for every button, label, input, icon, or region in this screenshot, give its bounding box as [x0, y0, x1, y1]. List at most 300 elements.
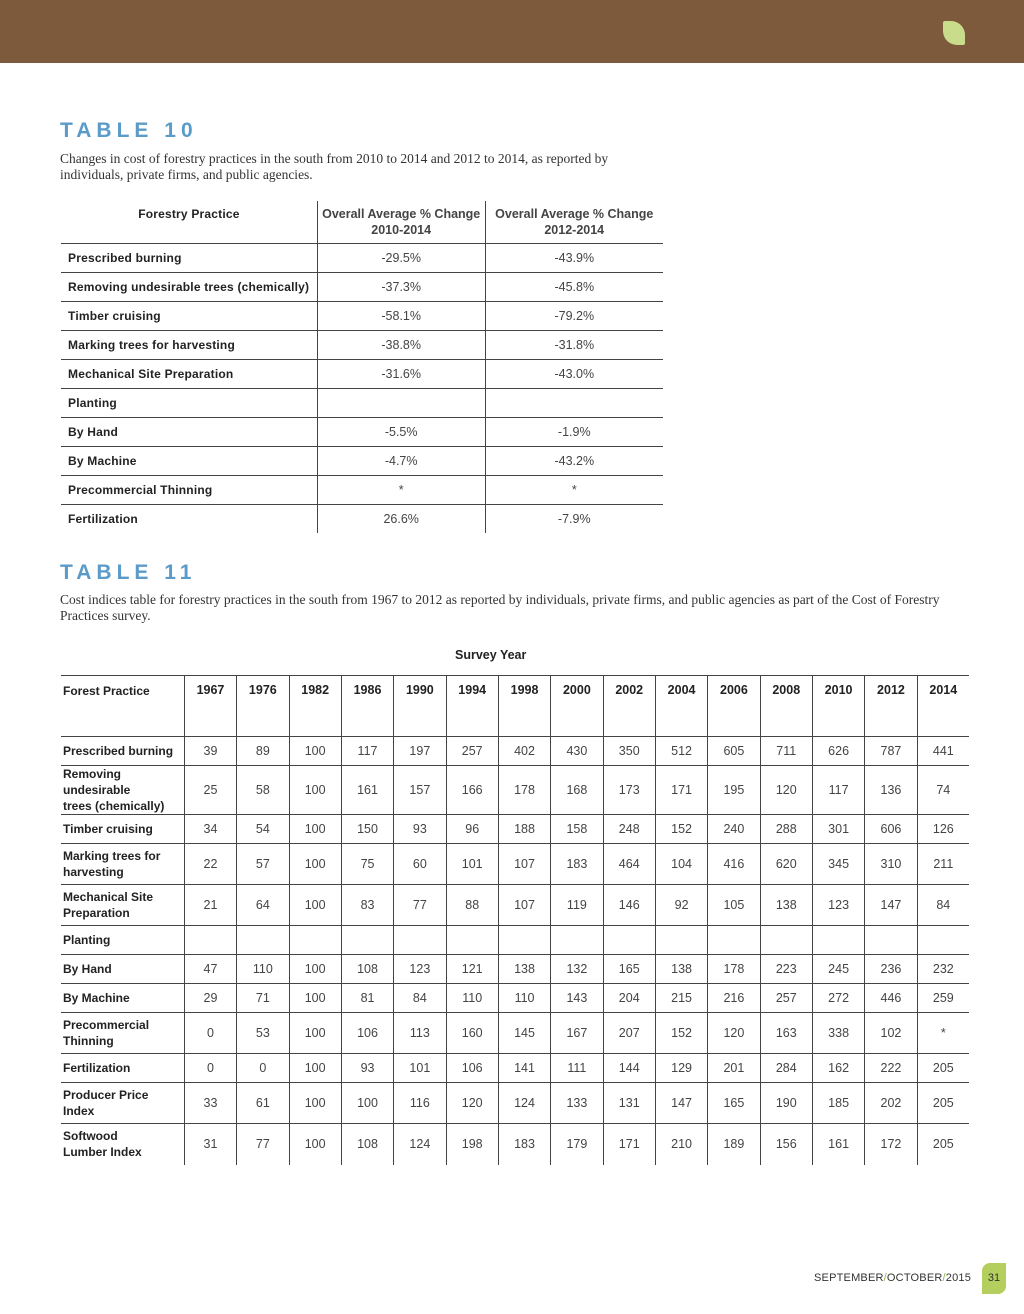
index-value: 284 — [760, 1054, 812, 1083]
header-year: 2014 — [917, 676, 969, 737]
practice-label-line: Timber cruising — [63, 822, 153, 836]
index-value: 198 — [446, 1124, 498, 1165]
practice-label-line: Producer Price — [63, 1088, 149, 1102]
header-label: Overall Average % Change — [495, 207, 654, 221]
index-value: 160 — [446, 1013, 498, 1054]
index-value — [184, 926, 236, 955]
header-forest-practice: Forest Practice — [61, 676, 184, 737]
table10-row — [61, 360, 663, 389]
index-value — [708, 926, 760, 955]
index-value: 166 — [446, 766, 498, 815]
table10-title: TABLE 10 — [60, 119, 198, 142]
index-value: 89 — [237, 737, 289, 766]
row-practice-label: Mechanical Site Preparation — [61, 360, 317, 389]
row-practice-label: Prescribed burning — [61, 244, 317, 273]
index-value: 129 — [655, 1054, 707, 1083]
row-change-2010-2014: -31.6% — [317, 360, 485, 389]
index-value: 205 — [917, 1054, 969, 1083]
table11-header-row — [61, 676, 969, 737]
index-value: 60 — [394, 844, 446, 885]
index-value: 120 — [760, 766, 812, 815]
index-value: 240 — [708, 815, 760, 844]
index-value: 416 — [708, 844, 760, 885]
index-value: 179 — [551, 1124, 603, 1165]
index-value — [341, 926, 393, 955]
table10 — [61, 201, 663, 533]
index-value: 39 — [184, 737, 236, 766]
index-value: 152 — [655, 815, 707, 844]
index-value: 84 — [917, 885, 969, 926]
row-practice-label — [61, 844, 184, 885]
index-value: 100 — [289, 844, 341, 885]
index-value: 117 — [812, 766, 864, 815]
index-value: 96 — [446, 815, 498, 844]
index-value: 161 — [812, 1124, 864, 1165]
index-value: 22 — [184, 844, 236, 885]
table11-row — [61, 844, 969, 885]
header-forestry-practice: Forestry Practice — [61, 201, 317, 244]
index-value: 195 — [708, 766, 760, 815]
index-value: 606 — [865, 815, 917, 844]
index-value: 205 — [917, 1124, 969, 1165]
index-value: 132 — [551, 955, 603, 984]
index-value — [812, 926, 864, 955]
row-change-2010-2014: * — [317, 476, 485, 505]
index-value: 61 — [237, 1083, 289, 1124]
index-value: 138 — [655, 955, 707, 984]
table11-row — [61, 926, 969, 955]
header-period: 2010-2014 — [371, 223, 432, 237]
table11-row — [61, 766, 969, 815]
table10-row — [61, 244, 663, 273]
practice-label-line: Thinning — [63, 1034, 114, 1048]
index-value: 211 — [917, 844, 969, 885]
index-value: 83 — [341, 885, 393, 926]
index-value: 81 — [341, 984, 393, 1013]
row-change-2010-2014: -37.3% — [317, 273, 485, 302]
index-value: 464 — [603, 844, 655, 885]
table11-row — [61, 1124, 969, 1165]
index-value: 223 — [760, 955, 812, 984]
row-practice-label — [61, 815, 184, 844]
index-value: 288 — [760, 815, 812, 844]
index-value: 58 — [237, 766, 289, 815]
row-change-2012-2014: -1.9% — [485, 418, 663, 447]
row-practice-label — [61, 955, 184, 984]
index-value: 124 — [394, 1124, 446, 1165]
index-value: 147 — [865, 885, 917, 926]
row-change-2012-2014: -43.0% — [485, 360, 663, 389]
practice-label-line: Softwood — [63, 1129, 118, 1144]
header-year: 1994 — [446, 676, 498, 737]
index-value: 133 — [551, 1083, 603, 1124]
slash-separator: / — [883, 1272, 887, 1284]
index-value: 101 — [446, 844, 498, 885]
index-value: 605 — [708, 737, 760, 766]
row-change-2010-2014: -38.8% — [317, 331, 485, 360]
row-practice-label — [61, 766, 184, 815]
index-value: 157 — [394, 766, 446, 815]
index-value: 136 — [865, 766, 917, 815]
index-value — [551, 926, 603, 955]
index-value: 178 — [708, 955, 760, 984]
index-value — [760, 926, 812, 955]
row-change-2010-2014: -5.5% — [317, 418, 485, 447]
table10-row — [61, 447, 663, 476]
index-value: 105 — [708, 885, 760, 926]
row-practice-label — [61, 885, 184, 926]
issue-month-1: SEPTEMBER — [814, 1272, 884, 1284]
index-value: 201 — [708, 1054, 760, 1083]
row-change-2010-2014: -58.1% — [317, 302, 485, 331]
index-value: 210 — [655, 1124, 707, 1165]
row-change-2012-2014 — [485, 389, 663, 418]
index-value: 53 — [237, 1013, 289, 1054]
index-value: 88 — [446, 885, 498, 926]
index-value — [289, 926, 341, 955]
index-value: 100 — [289, 1054, 341, 1083]
index-value: 120 — [446, 1083, 498, 1124]
index-value: 165 — [603, 955, 655, 984]
index-value: 138 — [760, 885, 812, 926]
index-value: 104 — [655, 844, 707, 885]
index-value: 161 — [341, 766, 393, 815]
index-value: 71 — [237, 984, 289, 1013]
page-number: 31 — [982, 1263, 1006, 1294]
issue-year: 2015 — [945, 1272, 972, 1284]
index-value: 113 — [394, 1013, 446, 1054]
table11 — [61, 675, 969, 1165]
index-value: 626 — [812, 737, 864, 766]
index-value: 197 — [394, 737, 446, 766]
index-value: 0 — [184, 1013, 236, 1054]
index-value: 189 — [708, 1124, 760, 1165]
index-value: 0 — [184, 1054, 236, 1083]
index-value: 64 — [237, 885, 289, 926]
header-year: 2006 — [708, 676, 760, 737]
index-value: 257 — [760, 984, 812, 1013]
index-value: 121 — [446, 955, 498, 984]
row-change-2010-2014: 26.6% — [317, 505, 485, 534]
index-value: 171 — [603, 1124, 655, 1165]
header-year: 2010 — [812, 676, 864, 737]
practice-label-line: Mechanical Site — [63, 890, 154, 904]
header-year: 1990 — [394, 676, 446, 737]
index-value: 33 — [184, 1083, 236, 1124]
index-value: 248 — [603, 815, 655, 844]
index-value: 205 — [917, 1083, 969, 1124]
header-year: 2004 — [655, 676, 707, 737]
index-value: 178 — [498, 766, 550, 815]
row-practice-label — [61, 737, 184, 766]
index-value: 620 — [760, 844, 812, 885]
index-value: 183 — [551, 844, 603, 885]
index-value: 144 — [603, 1054, 655, 1083]
index-value: 222 — [865, 1054, 917, 1083]
table11-row — [61, 984, 969, 1013]
table11-row — [61, 955, 969, 984]
table10-row — [61, 389, 663, 418]
row-practice-label — [61, 926, 184, 955]
row-change-2010-2014 — [317, 389, 485, 418]
header-change-2012-2014 — [485, 201, 663, 244]
index-value: 232 — [917, 955, 969, 984]
practice-label-line: Prescribed burning — [63, 744, 174, 758]
index-value: 100 — [289, 815, 341, 844]
row-practice-label — [61, 1124, 184, 1165]
index-value: 116 — [394, 1083, 446, 1124]
header-year: 2000 — [551, 676, 603, 737]
table11-row — [61, 1013, 969, 1054]
row-practice-label: By Hand — [61, 418, 317, 447]
index-value: 111 — [551, 1054, 603, 1083]
index-value: 31 — [184, 1124, 236, 1165]
table11-title: TABLE 11 — [60, 561, 197, 584]
table11-row — [61, 815, 969, 844]
header-year: 1998 — [498, 676, 550, 737]
table11-row — [61, 1083, 969, 1124]
index-value: 108 — [341, 955, 393, 984]
index-value: 165 — [708, 1083, 760, 1124]
index-value: 158 — [551, 815, 603, 844]
practice-label-line: Lumber Index — [63, 1145, 142, 1160]
index-value: 171 — [655, 766, 707, 815]
index-value: 100 — [289, 984, 341, 1013]
table11-row — [61, 1054, 969, 1083]
header-year: 2002 — [603, 676, 655, 737]
index-value: 441 — [917, 737, 969, 766]
table10-row — [61, 302, 663, 331]
index-value: 106 — [341, 1013, 393, 1054]
index-value — [498, 926, 550, 955]
row-change-2012-2014: -79.2% — [485, 302, 663, 331]
index-value: 236 — [865, 955, 917, 984]
index-value: 54 — [237, 815, 289, 844]
index-value — [917, 926, 969, 955]
index-value: 106 — [446, 1054, 498, 1083]
index-value — [655, 926, 707, 955]
index-value: 173 — [603, 766, 655, 815]
index-value — [603, 926, 655, 955]
index-value: 110 — [446, 984, 498, 1013]
row-practice-label — [61, 1054, 184, 1083]
index-value: 711 — [760, 737, 812, 766]
index-value: 162 — [812, 1054, 864, 1083]
practice-label-line: Fertilization — [63, 1061, 131, 1075]
header-change-2010-2014 — [317, 201, 485, 244]
index-value: 787 — [865, 737, 917, 766]
row-practice-label: Marking trees for harvesting — [61, 331, 317, 360]
row-change-2010-2014: -4.7% — [317, 447, 485, 476]
index-value: 100 — [289, 1124, 341, 1165]
index-value: 74 — [917, 766, 969, 815]
index-value: 93 — [341, 1054, 393, 1083]
header-year: 1967 — [184, 676, 236, 737]
index-value: 124 — [498, 1083, 550, 1124]
index-value: 167 — [551, 1013, 603, 1054]
row-practice-label: Fertilization — [68, 512, 138, 526]
table11-row — [61, 885, 969, 926]
index-value: 102 — [865, 1013, 917, 1054]
table11-row — [61, 737, 969, 766]
index-value: 47 — [184, 955, 236, 984]
row-practice-label: Precommercial Thinning — [61, 476, 317, 505]
index-value — [394, 926, 446, 955]
index-value: 152 — [655, 1013, 707, 1054]
index-value: 100 — [289, 1083, 341, 1124]
index-value: 156 — [760, 1124, 812, 1165]
index-value: 183 — [498, 1124, 550, 1165]
index-value: 146 — [603, 885, 655, 926]
practice-label-line: Planting — [63, 933, 111, 947]
index-value: 147 — [655, 1083, 707, 1124]
header-year: 1986 — [341, 676, 393, 737]
survey-year-label: Survey Year — [455, 648, 527, 662]
header-label: Overall Average % Change — [322, 207, 481, 221]
header-year: 2012 — [865, 676, 917, 737]
index-value: 272 — [812, 984, 864, 1013]
index-value: 92 — [655, 885, 707, 926]
index-value: 190 — [760, 1083, 812, 1124]
header-bar — [0, 0, 1024, 63]
index-value: 163 — [760, 1013, 812, 1054]
index-value: 100 — [289, 737, 341, 766]
index-value: 446 — [865, 984, 917, 1013]
index-value: 430 — [551, 737, 603, 766]
index-value: 101 — [394, 1054, 446, 1083]
index-value: 110 — [498, 984, 550, 1013]
row-change-2010-2014: -29.5% — [317, 244, 485, 273]
index-value: 123 — [812, 885, 864, 926]
index-value: 119 — [551, 885, 603, 926]
row-practice-label — [61, 1083, 184, 1124]
practice-label-line: By Machine — [63, 991, 130, 1005]
index-value: 350 — [603, 737, 655, 766]
index-value: 141 — [498, 1054, 550, 1083]
index-value: 188 — [498, 815, 550, 844]
index-value: 57 — [237, 844, 289, 885]
index-value: 338 — [812, 1013, 864, 1054]
index-value: 301 — [812, 815, 864, 844]
index-value: 215 — [655, 984, 707, 1013]
index-value: 120 — [708, 1013, 760, 1054]
index-value: 100 — [289, 885, 341, 926]
row-change-2012-2014: -31.8% — [485, 331, 663, 360]
index-value: 0 — [237, 1054, 289, 1083]
index-value: 202 — [865, 1083, 917, 1124]
index-value: 100 — [289, 766, 341, 815]
index-value: 245 — [812, 955, 864, 984]
row-practice-label: By Machine — [61, 447, 317, 476]
practice-label-line: Preparation — [63, 906, 130, 920]
index-value: 123 — [394, 955, 446, 984]
index-value: 126 — [917, 815, 969, 844]
index-value: 259 — [917, 984, 969, 1013]
issue-date — [814, 1272, 971, 1284]
practice-label-line: trees (chemically) — [63, 799, 165, 813]
index-value: 34 — [184, 815, 236, 844]
index-value: 108 — [341, 1124, 393, 1165]
index-value: 402 — [498, 737, 550, 766]
index-value: 93 — [394, 815, 446, 844]
index-value: 100 — [341, 1083, 393, 1124]
row-change-2012-2014: -43.2% — [485, 447, 663, 476]
header-period: 2012-2014 — [544, 223, 605, 237]
index-value: 107 — [498, 844, 550, 885]
index-value: 345 — [812, 844, 864, 885]
index-value — [865, 926, 917, 955]
practice-label-line: By Hand — [63, 962, 112, 976]
index-value: 77 — [237, 1124, 289, 1165]
table10-caption: Changes in cost of forestry practices in the south from 2010 to 2014 and 2012 to 2014, as reported by individuals, private firms, and public agencies. — [60, 151, 609, 182]
index-value: 84 — [394, 984, 446, 1013]
issue-month-2: OCTOBER — [886, 1272, 943, 1284]
row-practice-label — [61, 1013, 184, 1054]
index-value: 25 — [184, 766, 236, 815]
row-change-2012-2014: -7.9% — [485, 505, 663, 534]
row-practice-label: Planting — [61, 389, 317, 418]
index-value: 145 — [498, 1013, 550, 1054]
table10-header-row — [61, 201, 663, 244]
index-value: 185 — [812, 1083, 864, 1124]
header-year: 2008 — [760, 676, 812, 737]
practice-label-line: harvesting — [63, 865, 124, 879]
index-value: 100 — [289, 1013, 341, 1054]
index-value: 77 — [394, 885, 446, 926]
index-value: 512 — [655, 737, 707, 766]
header-year: 1982 — [289, 676, 341, 737]
index-value: 21 — [184, 885, 236, 926]
index-value: 75 — [341, 844, 393, 885]
table10-row — [61, 505, 663, 534]
header-year: 1976 — [237, 676, 289, 737]
index-value: 29 — [184, 984, 236, 1013]
index-value: 150 — [341, 815, 393, 844]
index-value: 131 — [603, 1083, 655, 1124]
row-practice-label: Timber cruising — [61, 302, 317, 331]
index-value: 172 — [865, 1124, 917, 1165]
row-practice-label: Removing undesirable trees (chemically) — [61, 273, 317, 302]
index-value — [237, 926, 289, 955]
index-value: 310 — [865, 844, 917, 885]
row-practice-label — [61, 984, 184, 1013]
index-value — [446, 926, 498, 955]
table10-row — [61, 418, 663, 447]
index-value: 257 — [446, 737, 498, 766]
index-value: 216 — [708, 984, 760, 1013]
table10-row — [61, 476, 663, 505]
practice-label-line: Marking trees for — [63, 849, 161, 863]
practice-label-line: Removing undesirable — [63, 767, 131, 797]
row-change-2012-2014: -45.8% — [485, 273, 663, 302]
index-value: 100 — [289, 955, 341, 984]
index-value: 110 — [237, 955, 289, 984]
table10-row — [61, 273, 663, 302]
slash-separator: / — [942, 1272, 946, 1284]
index-value: 138 — [498, 955, 550, 984]
table11-caption: Cost indices table for forestry practices in the south from 1967 to 2012 as reported by individuals, private firms, and public agencies as part of the Cost of Forestry Practices survey. — [60, 592, 940, 623]
index-value: 204 — [603, 984, 655, 1013]
index-value: 207 — [603, 1013, 655, 1054]
index-value: 117 — [341, 737, 393, 766]
practice-label-line: Index — [63, 1104, 95, 1118]
index-value: * — [917, 1013, 969, 1054]
row-change-2012-2014: * — [485, 476, 663, 505]
row-change-2012-2014: -43.9% — [485, 244, 663, 273]
index-value: 107 — [498, 885, 550, 926]
index-value: 143 — [551, 984, 603, 1013]
practice-label-line: Precommercial — [63, 1018, 150, 1032]
